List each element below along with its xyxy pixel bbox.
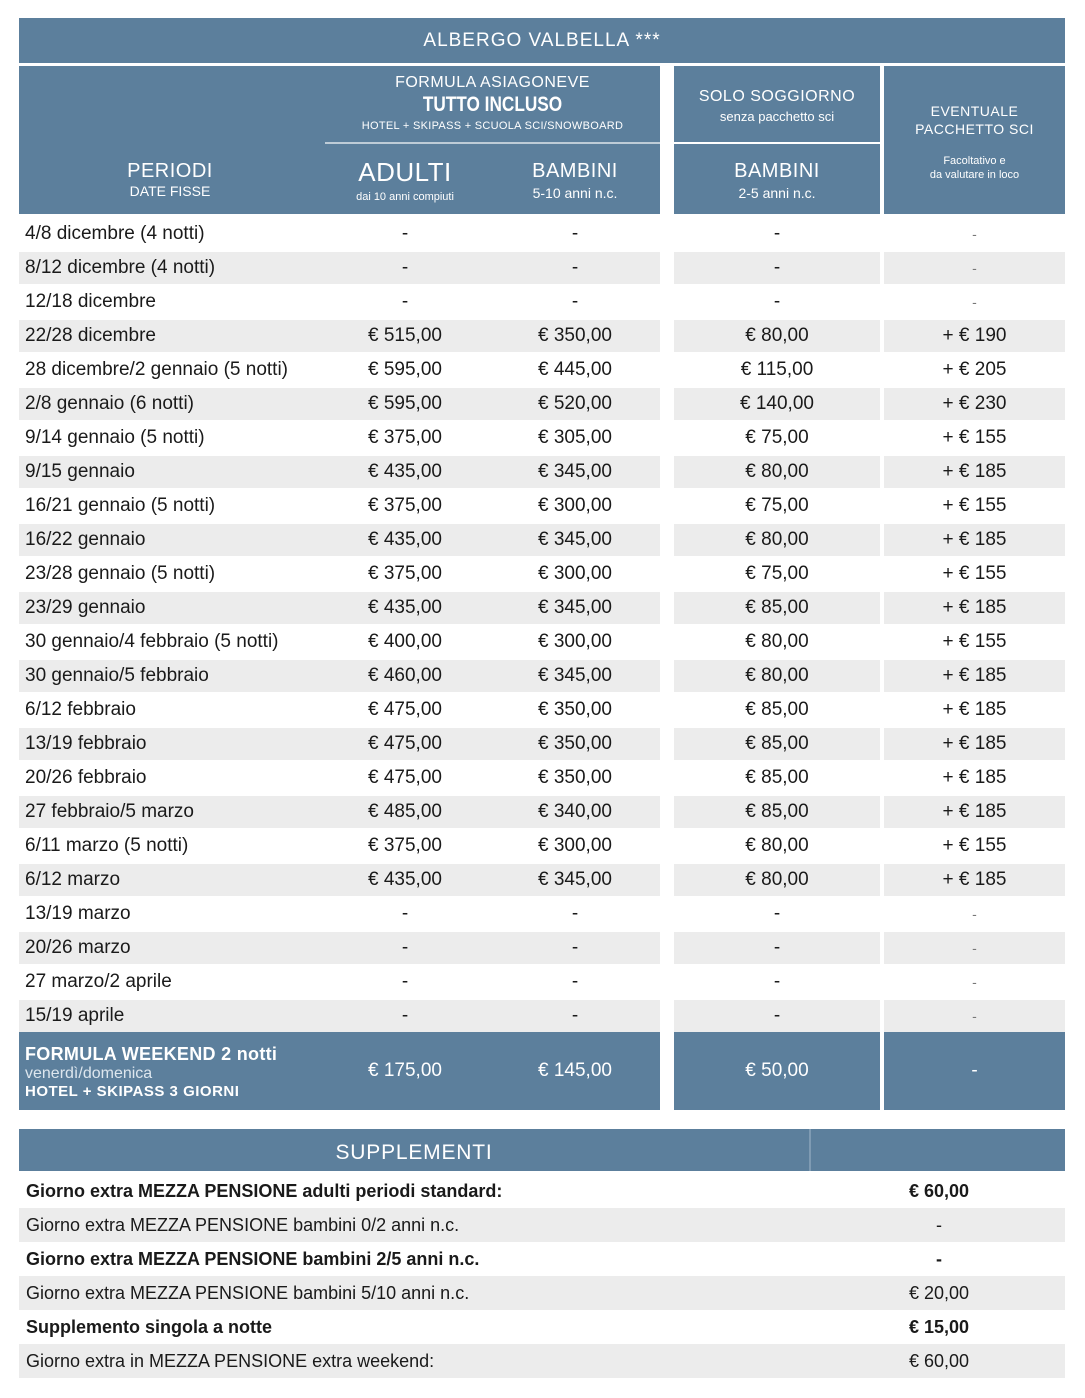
cell-pacchetto: + € 185 bbox=[942, 529, 1007, 550]
cell-adulti: € 475,00 bbox=[368, 699, 442, 720]
cell-bambini: - bbox=[571, 223, 579, 244]
table-row bbox=[19, 252, 1065, 286]
adulti-sub: dai 10 anni compiuti bbox=[356, 191, 454, 203]
cell-adulti: € 375,00 bbox=[368, 495, 442, 516]
column-header-adulti bbox=[325, 157, 485, 203]
cell-bambini: € 350,00 bbox=[538, 325, 612, 346]
cell-period: 16/22 gennaio bbox=[25, 529, 146, 550]
cell-bambini-2-5: € 85,00 bbox=[745, 733, 809, 754]
cell-pacchetto: + € 185 bbox=[942, 461, 1007, 482]
cell-bambini: € 300,00 bbox=[538, 495, 612, 516]
supplemento-value: - bbox=[936, 1215, 942, 1235]
adulti-label: ADULTI bbox=[358, 157, 452, 187]
cell-adulti: € 515,00 bbox=[368, 325, 442, 346]
supplemento-label: Giorno extra MEZZA PENSIONE bambini 2/5 anni n.c. bbox=[26, 1249, 480, 1269]
cell-adulti: € 595,00 bbox=[368, 359, 442, 380]
cell-pacchetto: - bbox=[972, 940, 977, 956]
table-row bbox=[19, 524, 1065, 558]
table-row bbox=[19, 592, 1065, 626]
cell-period: 30 gennaio/4 febbraio (5 notti) bbox=[25, 631, 279, 652]
supplemento-row bbox=[19, 1344, 1065, 1378]
cell-bambini: - bbox=[571, 937, 579, 958]
cell-period: 4/8 dicembre (4 notti) bbox=[25, 223, 205, 244]
formula-name: FORMULA ASIAGONEVE bbox=[395, 74, 590, 91]
cell-period: 16/21 gennaio (5 notti) bbox=[25, 495, 216, 516]
column-header-bambini-2-5 bbox=[674, 160, 880, 201]
cell-pacchetto: + € 155 bbox=[942, 631, 1007, 652]
cell-bambini: € 345,00 bbox=[538, 529, 612, 550]
table-row bbox=[19, 354, 1065, 388]
cell-adulti: € 400,00 bbox=[368, 631, 442, 652]
cell-period: 23/28 gennaio (5 notti) bbox=[25, 563, 216, 584]
date-fisse-label: DATE FISSE bbox=[129, 183, 211, 199]
cell-bambini: € 340,00 bbox=[538, 801, 612, 822]
cell-pacchetto: - bbox=[972, 1008, 977, 1024]
supplemento-label: Giorno extra MEZZA PENSIONE adulti periodi standard: bbox=[26, 1181, 503, 1201]
cell-period: 13/19 febbraio bbox=[25, 733, 147, 754]
supplemento-value: € 60,00 bbox=[908, 1181, 970, 1201]
cell-bambini: - bbox=[571, 291, 579, 312]
header-pacchetto-sci bbox=[884, 66, 1065, 214]
cell-period: 8/12 dicembre (4 notti) bbox=[25, 257, 216, 278]
cell-bambini-2-5: € 75,00 bbox=[745, 427, 809, 448]
cell-period: 13/19 marzo bbox=[25, 903, 131, 924]
cell-adulti: - bbox=[401, 971, 409, 992]
supplemento-label: Giorno extra MEZZA PENSIONE bambini 5/10 anni n.c. bbox=[26, 1283, 470, 1303]
table-row bbox=[19, 286, 1065, 320]
cell-period: 15/19 aprile bbox=[25, 1005, 125, 1026]
cell-pacchetto: + € 230 bbox=[942, 393, 1007, 414]
solo-subtitle: senza pacchetto sci bbox=[719, 109, 835, 124]
cell-pacchetto: + € 155 bbox=[942, 427, 1007, 448]
header-divider bbox=[325, 142, 660, 144]
supplemento-row bbox=[19, 1276, 1065, 1310]
cell-pacchetto: + € 185 bbox=[942, 699, 1007, 720]
cell-period: 6/12 febbraio bbox=[25, 699, 136, 720]
cell-bambini-2-5: € 85,00 bbox=[745, 801, 809, 822]
table-row bbox=[19, 626, 1065, 660]
cell-pacchetto: - bbox=[972, 260, 977, 276]
cell-adulti: € 435,00 bbox=[368, 597, 442, 618]
supplementi-header bbox=[19, 1129, 1065, 1171]
cell-pacchetto: + € 190 bbox=[942, 325, 1007, 346]
table-row bbox=[19, 218, 1065, 252]
supplemento-value: € 15,00 bbox=[908, 1317, 970, 1337]
cell-pacchetto: + € 185 bbox=[942, 869, 1007, 890]
table-row bbox=[19, 864, 1065, 898]
supplemento-value: € 20,00 bbox=[908, 1283, 970, 1303]
cell-pacchetto: + € 185 bbox=[942, 733, 1007, 754]
cell-period: 20/26 febbraio bbox=[25, 767, 147, 788]
cell-bambini: € 350,00 bbox=[538, 733, 612, 754]
cell-bambini-2-5: € 140,00 bbox=[740, 393, 814, 414]
table-row bbox=[19, 796, 1065, 830]
table-row bbox=[19, 966, 1065, 1000]
cell-pacchetto: - bbox=[972, 906, 977, 922]
cell-bambini-2-5: € 80,00 bbox=[745, 869, 809, 890]
column-header-periodi bbox=[60, 160, 280, 199]
cell-bambini-2-5: € 80,00 bbox=[745, 529, 809, 550]
cell-pacchetto: - bbox=[972, 974, 977, 990]
cell-adulti: € 475,00 bbox=[368, 767, 442, 788]
column-header-bambini bbox=[495, 160, 655, 201]
cell-pacchetto: + € 155 bbox=[942, 495, 1007, 516]
cell-bambini-2-5: - bbox=[773, 971, 781, 992]
cell-adulti: € 460,00 bbox=[368, 665, 442, 686]
cell-period: 9/15 gennaio bbox=[25, 461, 135, 482]
table-title: ALBERGO VALBELLA *** bbox=[19, 18, 1065, 63]
pacchetto-line2: PACCHETTO SCI bbox=[915, 121, 1034, 137]
cell-pacchetto: - bbox=[972, 226, 977, 242]
cell-bambini: - bbox=[571, 1005, 579, 1026]
cell-bambini: € 350,00 bbox=[538, 699, 612, 720]
supplemento-value: - bbox=[936, 1249, 942, 1269]
supplementi-divider bbox=[809, 1129, 811, 1171]
cell-period: 30 gennaio/5 febbraio bbox=[25, 665, 209, 686]
weekend-adulti: € 175,00 bbox=[368, 1060, 442, 1081]
table-row bbox=[19, 830, 1065, 864]
cell-bambini-2-5: € 80,00 bbox=[745, 631, 809, 652]
table-row bbox=[19, 456, 1065, 490]
supplementi-title: SUPPLEMENTI bbox=[335, 1141, 493, 1164]
cell-pacchetto: + € 155 bbox=[942, 835, 1007, 856]
bambini2-sub: 2-5 anni n.c. bbox=[738, 185, 816, 201]
cell-adulti: € 375,00 bbox=[368, 427, 442, 448]
cell-bambini: € 345,00 bbox=[538, 869, 612, 890]
weekend-bambini: € 145,00 bbox=[538, 1060, 612, 1081]
bambini2-label: BAMBINI bbox=[734, 160, 820, 182]
header-divider bbox=[674, 142, 880, 144]
cell-adulti: - bbox=[401, 937, 409, 958]
table-row bbox=[19, 1000, 1065, 1034]
cell-bambini-2-5: - bbox=[773, 1005, 781, 1026]
weekend-title: FORMULA WEEKEND 2 notti bbox=[25, 1044, 278, 1064]
cell-adulti: € 475,00 bbox=[368, 733, 442, 754]
header-solo-soggiorno bbox=[674, 66, 880, 142]
table-row bbox=[19, 728, 1065, 762]
cell-period: 27 febbraio/5 marzo bbox=[25, 801, 194, 822]
cell-bambini: € 345,00 bbox=[538, 597, 612, 618]
cell-bambini-2-5: - bbox=[773, 291, 781, 312]
cell-period: 12/18 dicembre bbox=[25, 291, 156, 312]
table-row bbox=[19, 932, 1065, 966]
cell-adulti: - bbox=[401, 903, 409, 924]
cell-pacchetto: + € 205 bbox=[942, 359, 1007, 380]
table-row bbox=[19, 320, 1065, 354]
cell-period: 28 dicembre/2 gennaio (5 notti) bbox=[25, 359, 288, 380]
pacchetto-note2: da valutare in loco bbox=[929, 169, 1020, 181]
cell-adulti: € 485,00 bbox=[368, 801, 442, 822]
bambini-sub: 5-10 anni n.c. bbox=[532, 185, 618, 201]
cell-adulti: € 375,00 bbox=[368, 563, 442, 584]
table-row bbox=[19, 388, 1065, 422]
cell-bambini-2-5: € 115,00 bbox=[740, 359, 814, 380]
cell-adulti: € 435,00 bbox=[368, 461, 442, 482]
cell-bambini-2-5: € 80,00 bbox=[745, 835, 809, 856]
supplemento-row bbox=[19, 1208, 1065, 1242]
cell-period: 27 marzo/2 aprile bbox=[25, 971, 172, 992]
cell-period: 2/8 gennaio (6 notti) bbox=[25, 393, 195, 414]
cell-bambini-2-5: € 80,00 bbox=[745, 461, 809, 482]
cell-period: 9/14 gennaio (5 notti) bbox=[25, 427, 205, 448]
cell-bambini-2-5: € 80,00 bbox=[745, 325, 809, 346]
cell-bambini-2-5: € 75,00 bbox=[745, 495, 809, 516]
supplemento-label: Supplemento singola a notte bbox=[26, 1317, 273, 1337]
table-row bbox=[19, 660, 1065, 694]
table-row bbox=[19, 762, 1065, 796]
cell-period: 23/29 gennaio bbox=[25, 597, 146, 618]
cell-bambini: - bbox=[571, 257, 579, 278]
price-table-body bbox=[19, 218, 1065, 1034]
cell-bambini: - bbox=[571, 971, 579, 992]
supplemento-row bbox=[19, 1242, 1065, 1276]
periodi-label: PERIODI bbox=[127, 160, 213, 182]
cell-bambini: € 445,00 bbox=[538, 359, 612, 380]
cell-period: 6/11 marzo (5 notti) bbox=[25, 835, 189, 856]
cell-adulti: - bbox=[401, 291, 409, 312]
supplemento-row bbox=[19, 1174, 1065, 1208]
cell-bambini-2-5: - bbox=[773, 937, 781, 958]
weekend-pacchetto: - bbox=[971, 1060, 978, 1081]
supplemento-label: Giorno extra in MEZZA PENSIONE extra weekend: bbox=[26, 1351, 435, 1371]
cell-bambini-2-5: - bbox=[773, 903, 781, 924]
weekend-label bbox=[25, 1044, 277, 1100]
cell-bambini: € 345,00 bbox=[538, 665, 612, 686]
table-row bbox=[19, 558, 1065, 592]
cell-bambini: € 300,00 bbox=[538, 835, 612, 856]
cell-adulti: € 375,00 bbox=[368, 835, 442, 856]
cell-bambini: € 300,00 bbox=[538, 631, 612, 652]
cell-bambini: € 345,00 bbox=[538, 461, 612, 482]
cell-bambini-2-5: - bbox=[773, 223, 781, 244]
cell-period: 20/26 marzo bbox=[25, 937, 131, 958]
weekend-days: venerdì/domenica bbox=[25, 1065, 153, 1082]
cell-adulti: - bbox=[401, 1005, 409, 1026]
cell-pacchetto: + € 155 bbox=[942, 563, 1007, 584]
cell-bambini: € 305,00 bbox=[538, 427, 612, 448]
cell-pacchetto: + € 185 bbox=[942, 665, 1007, 686]
cell-period: 6/12 marzo bbox=[25, 869, 121, 890]
cell-bambini: € 520,00 bbox=[538, 393, 612, 414]
supplementi-list bbox=[19, 1174, 1065, 1378]
header-formula bbox=[325, 66, 660, 142]
cell-bambini-2-5: € 85,00 bbox=[745, 699, 809, 720]
pacchetto-note1: Facoltativo e bbox=[943, 155, 1006, 167]
supplemento-label: Giorno extra MEZZA PENSIONE bambini 0/2 anni n.c. bbox=[26, 1215, 460, 1235]
cell-bambini: - bbox=[571, 903, 579, 924]
bambini-label: BAMBINI bbox=[532, 160, 618, 182]
pacchetto-line1: EVENTUALE bbox=[930, 103, 1019, 119]
formula-details: HOTEL + SKIPASS + SCUOLA SCI/SNOWBOARD bbox=[361, 120, 624, 132]
cell-adulti: € 435,00 bbox=[368, 869, 442, 890]
cell-bambini: € 300,00 bbox=[538, 563, 612, 584]
cell-period: 22/28 dicembre bbox=[25, 325, 156, 346]
weekend-package: HOTEL + SKIPASS 3 GIORNI bbox=[25, 1083, 240, 1100]
cell-pacchetto: + € 185 bbox=[942, 597, 1007, 618]
supplemento-row bbox=[19, 1310, 1065, 1344]
cell-adulti: - bbox=[401, 257, 409, 278]
cell-bambini-2-5: - bbox=[773, 257, 781, 278]
cell-adulti: € 435,00 bbox=[368, 529, 442, 550]
cell-pacchetto: - bbox=[972, 294, 977, 310]
solo-title: SOLO SOGGIORNO bbox=[698, 88, 856, 105]
table-row bbox=[19, 490, 1065, 524]
weekend-bambini-2-5: € 50,00 bbox=[745, 1060, 809, 1081]
table-row bbox=[19, 422, 1065, 456]
cell-pacchetto: + € 185 bbox=[942, 801, 1007, 822]
cell-bambini: € 350,00 bbox=[538, 767, 612, 788]
cell-adulti: - bbox=[401, 223, 409, 244]
cell-bambini-2-5: € 85,00 bbox=[745, 597, 809, 618]
table-row bbox=[19, 694, 1065, 728]
table-row bbox=[19, 898, 1065, 932]
cell-adulti: € 595,00 bbox=[368, 393, 442, 414]
cell-pacchetto: + € 185 bbox=[942, 767, 1007, 788]
supplemento-value: € 60,00 bbox=[908, 1351, 970, 1371]
cell-bambini-2-5: € 85,00 bbox=[745, 767, 809, 788]
formula-tutto-incluso: TUTTO INCLUSO bbox=[422, 93, 563, 116]
cell-bambini-2-5: € 75,00 bbox=[745, 563, 809, 584]
cell-bambini-2-5: € 80,00 bbox=[745, 665, 809, 686]
